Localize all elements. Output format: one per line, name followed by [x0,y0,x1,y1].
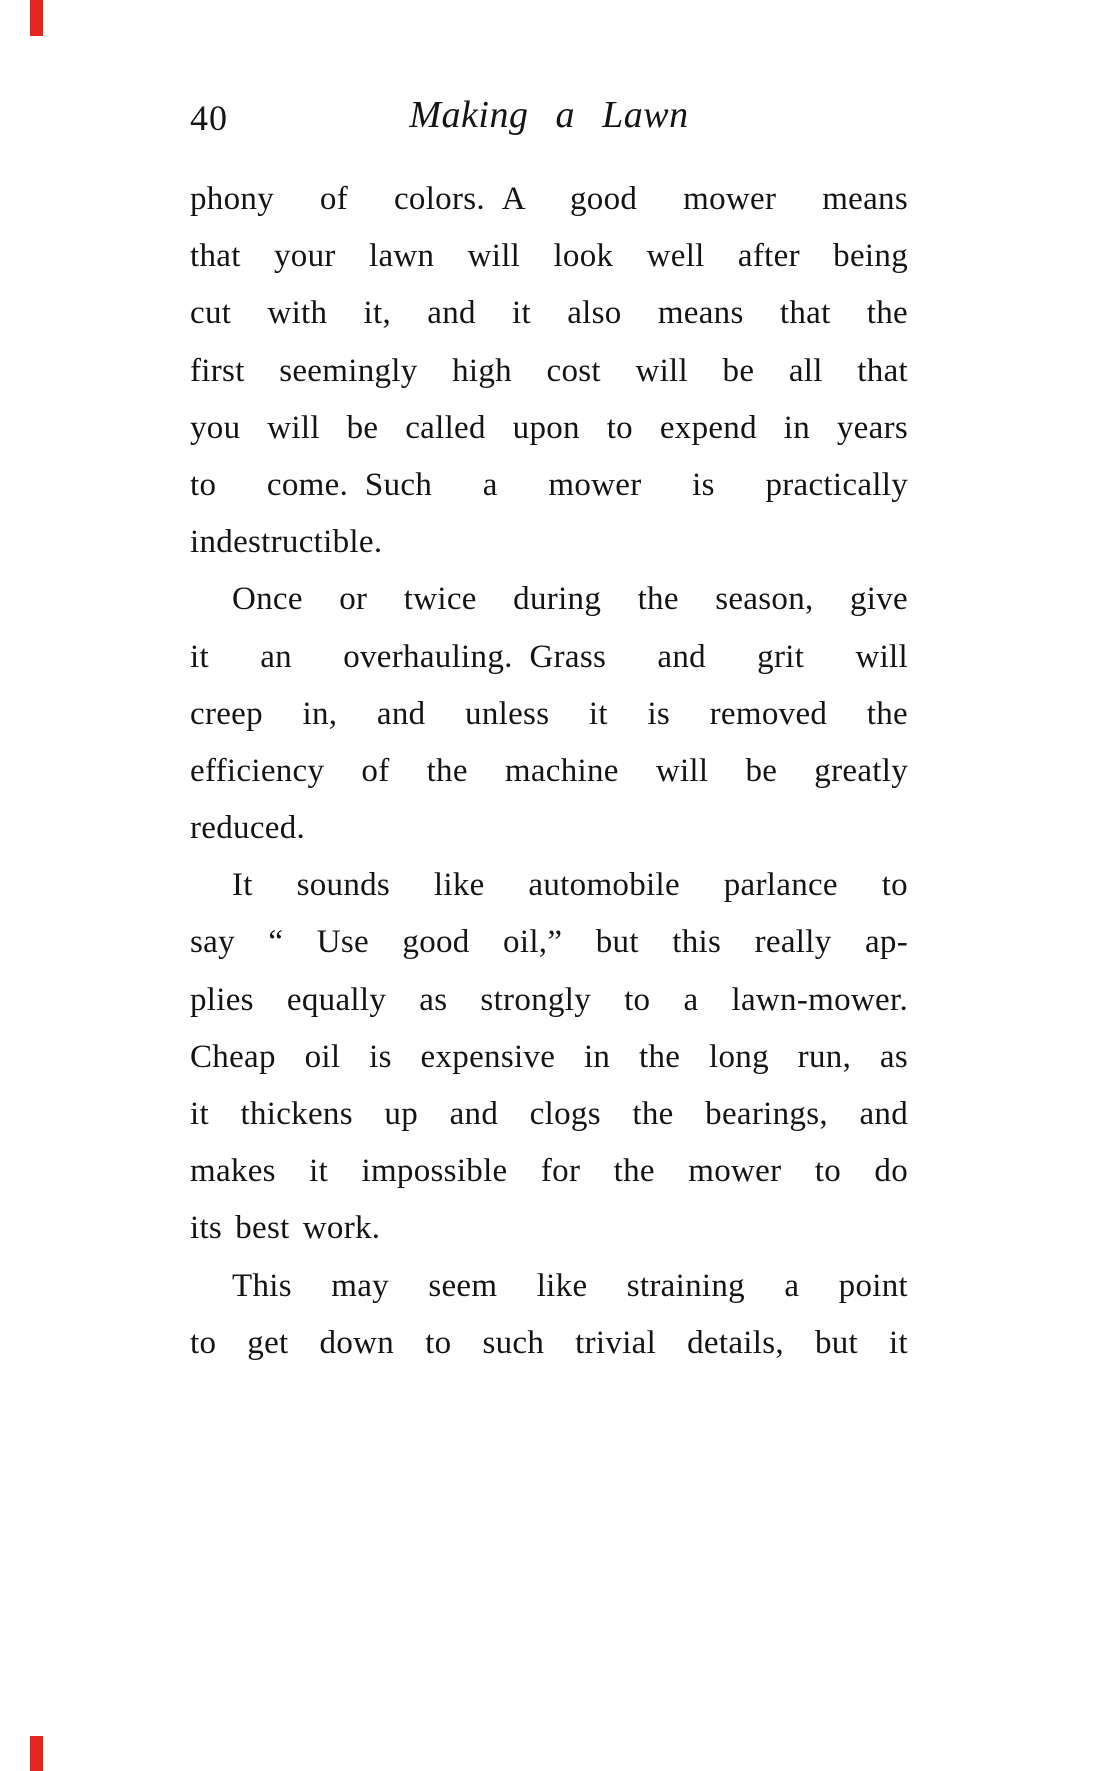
page-body [190,171,908,1372]
text-line: say “ Use good oil,” but this really ap- [190,924,908,961]
text-line: makes it impossible for the mower to do [190,1153,908,1190]
text-line: it an overhauling. Grass and grit will [190,638,908,675]
text-line: creep in, and unless it is removed the [190,695,908,732]
text-line: phony of colors. A good mower means [190,181,908,217]
text-line: it thickens up and clogs the bearings, and [190,1096,908,1132]
text-line: plies equally as strongly to a lawn-mower. [190,981,908,1018]
scan-color-mark-top [30,0,43,36]
text-line: efficiency of the machine will be greatly [190,752,908,789]
text-line: you will be called upon to expend in years [190,409,908,446]
text-line: first seemingly high cost will be all that [190,352,908,389]
text-line: This may seem like straining a point [232,1267,908,1304]
page-header [190,93,908,143]
text-line: reduced. [190,810,306,847]
text-line: to come. Such a mower is practically [190,466,908,503]
text-line: Cheap oil is expensive in the long run, as [190,1038,908,1075]
text-line: to get down to such trivial details, but it [190,1324,908,1361]
text-line: indestructible. [190,524,383,561]
text-line: It sounds like automobile parlance to [232,867,908,904]
text-line: that your lawn will look well after being [190,238,908,275]
running-title: Making a Lawn [409,94,689,136]
page-number: 40 [190,98,228,138]
text-line: cut with it, and it also means that the [190,295,908,332]
scan-color-mark-bottom [30,1736,43,1771]
text-line: Once or twice during the season, give [232,581,908,618]
text-line: its best work. [190,1210,381,1247]
